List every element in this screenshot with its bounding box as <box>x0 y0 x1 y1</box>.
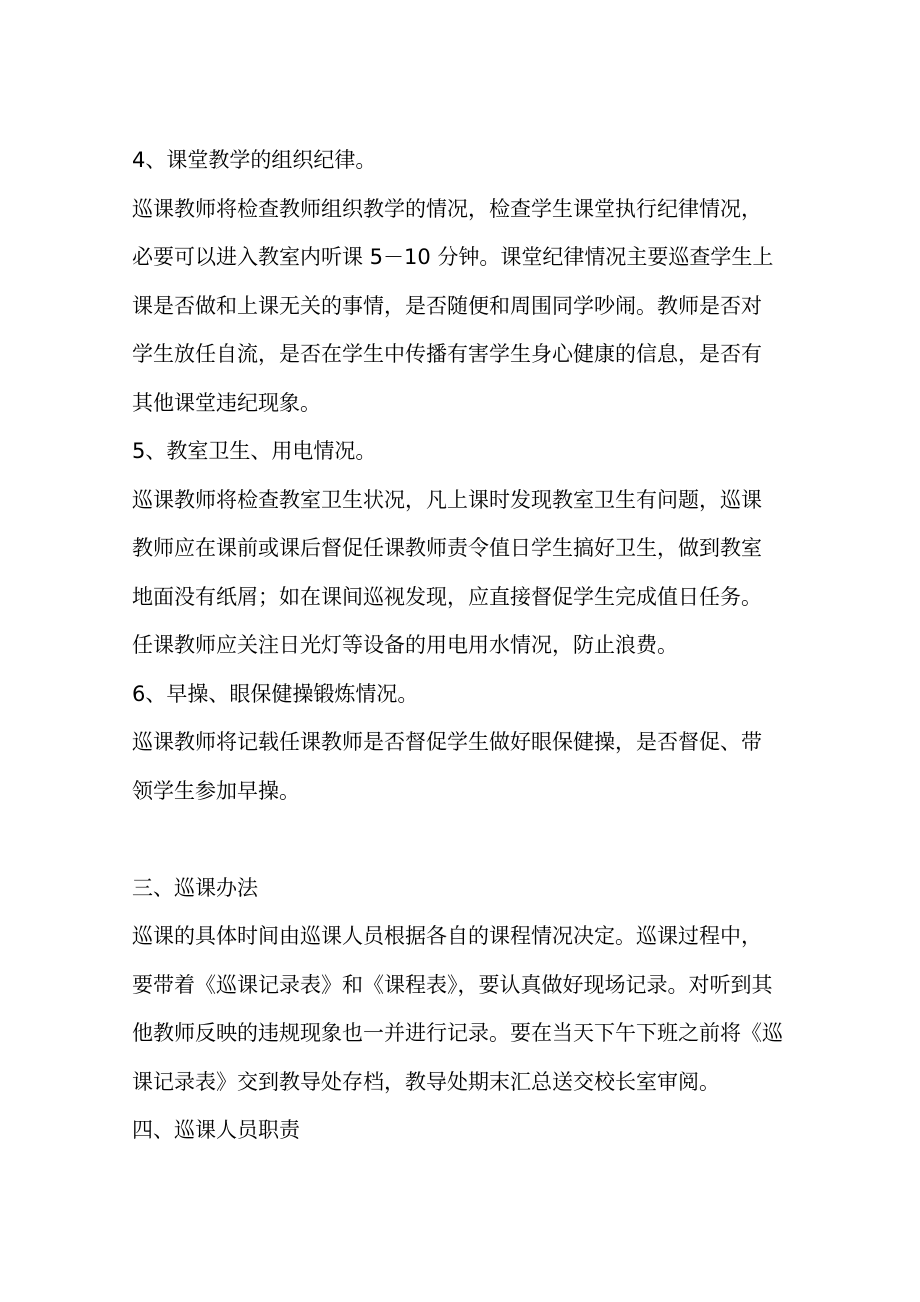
section-heading-6: 6、早操、眼保健操锻炼情况。 <box>132 681 419 706</box>
section-heading-3: 三、巡课办法 <box>132 875 258 900</box>
paragraph-line: 巡课教师将检查教师组织教学的情况，检查学生课堂执行纪律情况， <box>132 196 762 221</box>
section-heading-4: 4、课堂教学的组织纪律。 <box>132 148 377 172</box>
section-heading-5: 5、教室卫生、用电情况。 <box>132 439 377 463</box>
paragraph-line: 课是否做和上课无关的事情，是否随便和周围同学吵闹。教师是否对 <box>132 293 762 318</box>
paragraph-line: 要带着《巡课记录表》和《课程表》，要认真做好现场记录。对听到其 <box>132 972 773 997</box>
paragraph-line: 他教师反映的违规现象也一并进行记录。要在当天下午下班之前将《巡 <box>132 1021 783 1045</box>
paragraph-line: 巡课的具体时间由巡课人员根据各自的课程情况决定。巡课过程中， <box>132 924 762 948</box>
paragraph-line: 必要可以进入教室内听课 5－10 分钟。课堂纪律情况主要巡查学生上 <box>132 245 774 269</box>
paragraph-line: 领学生参加早操。 <box>132 778 300 803</box>
paragraph-line: 巡课教师将检查教室卫生状况，凡上课时发现教室卫生有问题，巡课 <box>132 487 762 512</box>
paragraph-line: 课记录表》交到教导处存档，教导处期末汇总送交校长室审阅。 <box>132 1069 720 1094</box>
paragraph-line: 巡课教师将记载任课教师是否督促学生做好眼保健操，是否督促、带 <box>132 730 762 754</box>
section-heading-4-duties: 四、巡课人员职责 <box>132 1118 300 1142</box>
paragraph-line: 其他课堂违纪现象。 <box>132 390 321 415</box>
paragraph-line: 教师应在课前或课后督促任课教师责令值日学生搞好卫生，做到教室 <box>132 536 762 560</box>
blank-line <box>132 815 792 864</box>
paragraph-line: 学生放任自流，是否在学生中传播有害学生身心健康的信息，是否有 <box>132 342 762 366</box>
paragraph-line: 地面没有纸屑；如在课间巡视发现，应直接督促学生完成值日任务。 <box>132 584 762 609</box>
document-body <box>132 136 792 1155</box>
paragraph-line: 任课教师应关注日光灯等设备的用电用水情况，防止浪费。 <box>132 633 678 657</box>
